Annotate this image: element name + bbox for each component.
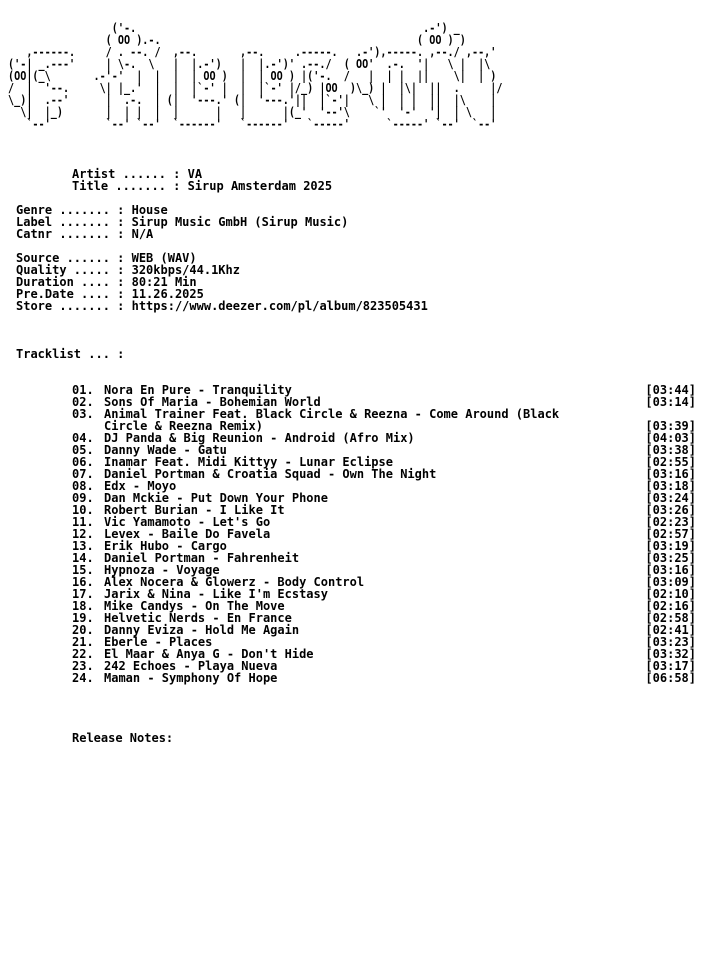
track-title: Levex - Baile Do Favela <box>104 527 271 541</box>
label-value: Sirup Music GmbH (Sirup Music) <box>131 215 349 229</box>
duration-label: Duration .... : <box>16 275 125 289</box>
track-row <box>72 672 696 684</box>
track-title: Robert Burian - I Like It <box>104 503 285 517</box>
track-title: Mike Candys - On The Move <box>104 599 285 613</box>
title-label: Title ....... : <box>72 179 181 193</box>
track-title: DJ Panda & Big Reunion - Android (Afro Mix) <box>104 431 415 445</box>
store-link[interactable]: https://www.deezer.com/pl/album/823505431 <box>131 299 428 313</box>
track-number: 24. <box>72 671 94 685</box>
store-row <box>16 300 428 312</box>
track-duration: [03:39] <box>645 419 696 433</box>
track-title: El Maar & Anya G - Don't Hide <box>104 647 314 661</box>
track-duration: [03:09] <box>645 575 696 589</box>
artist-label: Artist ...... : <box>72 167 181 181</box>
track-duration: [02:57] <box>645 527 696 541</box>
track-duration: [03:26] <box>645 503 696 517</box>
tracklist <box>72 384 696 684</box>
track-duration: [02:41] <box>645 623 696 637</box>
track-title: Daniel Portman - Fahrenheit <box>104 551 300 565</box>
track-number: 11. <box>72 515 94 529</box>
track-number: 18. <box>72 599 94 613</box>
label-label: Label ....... : <box>16 215 125 229</box>
track-number: 02. <box>72 395 94 409</box>
track-title: 242 Echoes - Playa Nueva <box>104 659 278 673</box>
track-duration: [03:38] <box>645 443 696 457</box>
track-title: Dan Mckie - Put Down Your Phone <box>104 491 328 505</box>
track-title: Jarix & Nina - Like I'm Ecstasy <box>104 587 328 601</box>
track-title: Animal Trainer Feat. Black Circle & Reezna - Come Around (Black Circle & Reezna Remix) <box>104 407 560 433</box>
title-value: Sirup Amsterdam 2025 <box>187 179 333 193</box>
track-number: 21. <box>72 635 94 649</box>
track-title: Helvetic Nerds - En France <box>104 611 292 625</box>
catnr-label: Catnr ....... : <box>16 227 125 241</box>
track-duration: [03:32] <box>645 647 696 661</box>
catnr-row <box>16 228 153 240</box>
track-duration: [03:14] <box>645 395 696 409</box>
track-number: 12. <box>72 527 94 541</box>
track-title: Daniel Portman & Croatia Squad - Own The Night <box>104 467 437 481</box>
predate-label: Pre.Date .... : <box>16 287 125 301</box>
track-number: 23. <box>72 659 94 673</box>
track-title: Alex Nocera & Glowerz - Body Control <box>104 575 365 589</box>
track-title: Erik Hubo - Cargo <box>104 539 227 553</box>
track-duration: [03:16] <box>645 563 696 577</box>
track-title: Maman - Symphony Of Hope <box>104 671 278 685</box>
track-duration: [03:23] <box>645 635 696 649</box>
source-label: Source ...... : <box>16 251 125 265</box>
track-title: Eberle - Places <box>104 635 213 649</box>
track-number: 08. <box>72 479 94 493</box>
track-number: 09. <box>72 491 94 505</box>
track-duration: [03:16] <box>645 467 696 481</box>
track-duration: [02:23] <box>645 515 696 529</box>
track-duration: [03:44] <box>645 383 696 397</box>
track-number: 22. <box>72 647 94 661</box>
track-number: 13. <box>72 539 94 553</box>
track-number: 04. <box>72 431 94 445</box>
track-duration: [06:58] <box>645 671 696 685</box>
track-number: 10. <box>72 503 94 517</box>
track-duration: [03:17] <box>645 659 696 673</box>
track-title: Danny Wade - Gatu <box>104 443 227 457</box>
track-number: 20. <box>72 623 94 637</box>
quality-label: Quality ..... : <box>16 263 125 277</box>
genre-label: Genre ....... : <box>16 203 125 217</box>
track-title: Vic Yamamoto - Let's Go <box>104 515 271 529</box>
track-number: 03. <box>72 407 94 421</box>
tracklist-heading: Tracklist ... : <box>16 347 125 361</box>
store-label: Store ....... : <box>16 299 125 313</box>
track-row <box>72 408 696 432</box>
duration-value: 80:21 Min <box>131 275 197 289</box>
track-number: 07. <box>72 467 94 481</box>
track-title: Sons Of Maria - Bohemian World <box>104 395 321 409</box>
track-duration: [02:16] <box>645 599 696 613</box>
track-number: 01. <box>72 383 94 397</box>
track-number: 05. <box>72 443 94 457</box>
ascii-logo: ('-. .-') _ ( OO ).-. ( OO ) ) ,------. / . --. / ,--. ,--. .-----. .-'),-----. ,--./ ,--,' ('-| _.---' | \-. \ | |.-') | |.-')' .--./ ( OO' .-. '| \ | |\ (OO|(_\ .-'-' | | | | OO ) | | OO ) |('-. / | | | || \| | ) / | '--. \| |_.' | | |`-' | | |`-' |/_) |OO )\_) | |\| || . |/ \_)| .--' | .-. | (| '---.' (| '---.'|| |`-'| \ | | | || |\ | \| |_) | | | | | | | |(_' '--'\ `' '-' '| | \ | `--' `--' `--' `------' `------' `-----' `-----' `--' `--' <box>8 21 503 131</box>
release-notes-heading: Release Notes: <box>72 731 174 745</box>
track-duration: [02:10] <box>645 587 696 601</box>
genre-value: House <box>131 203 168 217</box>
catnr-value: N/A <box>131 227 154 241</box>
track-duration: [04:03] <box>645 431 696 445</box>
track-title: Danny Eviza - Hold Me Again <box>104 623 300 637</box>
track-number: 19. <box>72 611 94 625</box>
title-row <box>72 180 332 192</box>
track-duration: [03:25] <box>645 551 696 565</box>
track-duration: [02:58] <box>645 611 696 625</box>
track-number: 15. <box>72 563 94 577</box>
track-number: 17. <box>72 587 94 601</box>
track-number: 14. <box>72 551 94 565</box>
artist-value: VA <box>187 167 203 181</box>
predate-value: 11.26.2025 <box>131 287 204 301</box>
source-value: WEB (WAV) <box>131 251 197 265</box>
track-title: Hypnoza - Voyage <box>104 563 220 577</box>
track-duration: [03:18] <box>645 479 696 493</box>
track-number: 06. <box>72 455 94 469</box>
quality-value: 320kbps/44.1Khz <box>131 263 240 277</box>
track-duration: [03:24] <box>645 491 696 505</box>
track-duration: [02:55] <box>645 455 696 469</box>
track-title: Nora En Pure - Tranquility <box>104 383 292 397</box>
track-duration: [03:19] <box>645 539 696 553</box>
track-title: Inamar Feat. Midi Kittyy - Lunar Eclipse <box>104 455 393 469</box>
track-number: 16. <box>72 575 94 589</box>
track-title: Edx - Moyo <box>104 479 177 493</box>
